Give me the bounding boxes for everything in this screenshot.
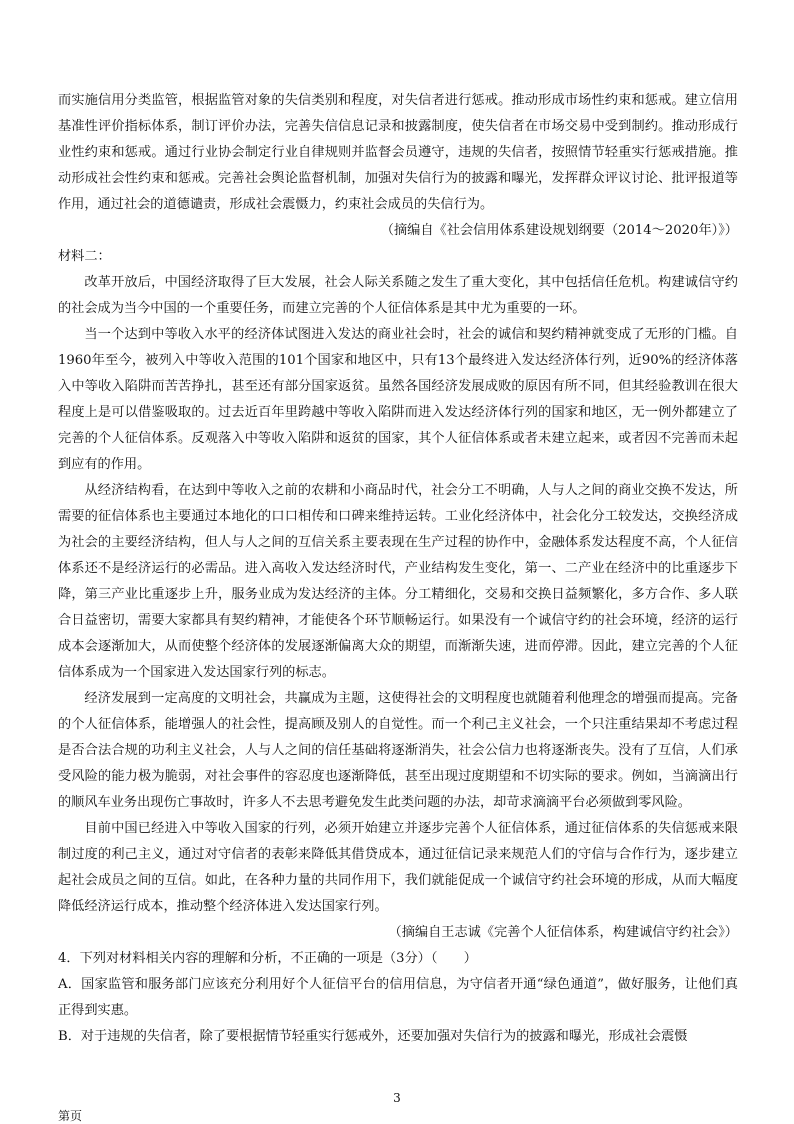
material1-continued-paragraph: 而实施信用分类监管，根据监管对象的失信类别和程度，对失信者进行惩戒。推动形成市场性约束和惩戒。建立信用基准性评价指标体系，制订评价办法，完善失信信息记录和披露制度，使失信者在市场交易中受到制约。推动形成行业性约束和惩戒。通过行业协会制定行业自律规则并监督会员遵守，违规的失信者，按照情节轻重实行惩戒措施。推动形成社会性约束和惩戒。完善社会舆论监督机制，加强对失信行为的披露和曝光，发挥群众评议讨论、批评报道等作用，通过社会的道德谴责，形成社会震慑力，约束社会成员的失信行为。 — [58, 93, 738, 212]
material1-source-citation: （摘编自《社会信用体系建设规划纲要（2014～2020年）》） — [380, 223, 738, 238]
material2-paragraph-5: 目前中国已经进入中等收入国家的行列，必须开始建立并逐步完善个人征信体系，通过征信体系的失信惩戒来限制过度的利己主义，通过对守信者的表彰来降低其借贷成本，通过征信记录来规范人们的守信与合作行为，逐步建立起社会成员之间的互信。如此，在各种力量的共同作用下，我们就能促成一个诚信守约社会环境的形成，从而大幅度降低经济运行成本，推动整个经济体进入发达国家行列。 — [58, 821, 738, 914]
material2-source-citation: （摘编自王志诚《完善个人征信体系，构建诚信守约社会》） — [388, 925, 738, 940]
footer-label: 第页 — [58, 1109, 83, 1123]
material2-paragraph-2: 当一个达到中等收入水平的经济体试图进入发达的商业社会时，社会的诚信和契约精神就变成了无形的门槛。自1960年至今，被列入中等收入范围的101个国家和地区中，只有13个最终进入发达经济体行列，近90%的经济体落入中等收入陷阱而苦苦挣扎，甚至还有部分国家返贫。虽然各国经济发展成败的原因有所不同，但其经验教训在很大程度上是可以借鉴吸取的。过去近百年里跨越中等收入陷阱而进入发达经济体行列的国家和地区，无一例外都建立了完善的个人征信体系。反观落入中等收入陷阱和返贫的国家，其个人征信体系或者未建立起来，或者因不完善而未起到应有的作用。 — [58, 327, 738, 472]
page-number: 3 — [393, 1091, 401, 1105]
material2-paragraph-3: 从经济结构看，在达到中等收入之前的农耕和小商品时代，社会分工不明确，人与人之间的商业交换不发达，所需要的征信体系也主要通过本地化的口口相传和口碑来维持运转。工业化经济体中，社会化分工较发达，交换经济成为社会的主要经济结构，但人与人之间的互信关系主要表现在生产过程的协作中，金融体系发达程度不高，个人征信体系还不是经济运行的必需品。进入高收入发达经济时代，产业结构发生变化，第一、二产业在经济中的比重逐步下降，第三产业比重逐步上升，服务业成为发达经济的主体。分工精细化，交易和交换日益频繁化，多方合作、多人联合日益密切，需要大家都具有契约精神，才能使各个环节顺畅运行。如果没有一个诚信守约的社会环境，经济的运行成本会逐渐加大，从而使整个经济体的发展逐渐偏离大众的期望，而渐渐失速，进而停滞。因此，建立完善的个人征信体系成为一个国家进入发达国家行列的标志。 — [58, 483, 738, 680]
question-4-option-a: A．国家监管和服务部门应该充分利用好个人征信平台的信用信息，为守信者开通“绿色通道”，做好服务，让他们真正得到实惠。 — [58, 977, 738, 1018]
question-4-option-b: B．对于违规的失信者，除了要根据情节轻重实行惩戒外，还要加强对失信行为的披露和曝光，形成社会震慑 — [58, 1029, 688, 1044]
question-4-stem: 4．下列对材料相关内容的理解和分析，不正确的一项是（3分）（ ） — [58, 951, 477, 966]
material2-heading: 材料二： — [58, 249, 111, 264]
page-content — [58, 88, 738, 1050]
material2-paragraph-4: 经济发展到一定高度的文明社会，共赢成为主题，这使得社会的文明程度也就随着利他理念的增强而提高。完备的个人征信体系，能增强人的社会性，提高顾及别人的自觉性。而一个利己主义社会，一个只注重结果却不考虑过程是否合法合规的功利主义社会，人与人之间的信任基础将逐渐消失，社会公信力也将逐渐丧失。没有了互信，人们承受风险的能力极为脆弱，对社会事件的容忍度也逐渐降低，甚至出现过度期望和不切实际的要求。例如，当滴滴出行的顺风车业务出现伤亡事故时，许多人不去思考避免发生此类问题的办法，却苛求滴滴平台必须做到零风险。 — [58, 691, 738, 810]
material2-paragraph-1: 改革开放后，中国经济取得了巨大发展，社会人际关系随之发生了重大变化，其中包括信任危机。构建诚信守约的社会成为当今中国的一个重要任务，而建立完善的个人征信体系是其中尤为重要的一环。 — [58, 275, 738, 316]
